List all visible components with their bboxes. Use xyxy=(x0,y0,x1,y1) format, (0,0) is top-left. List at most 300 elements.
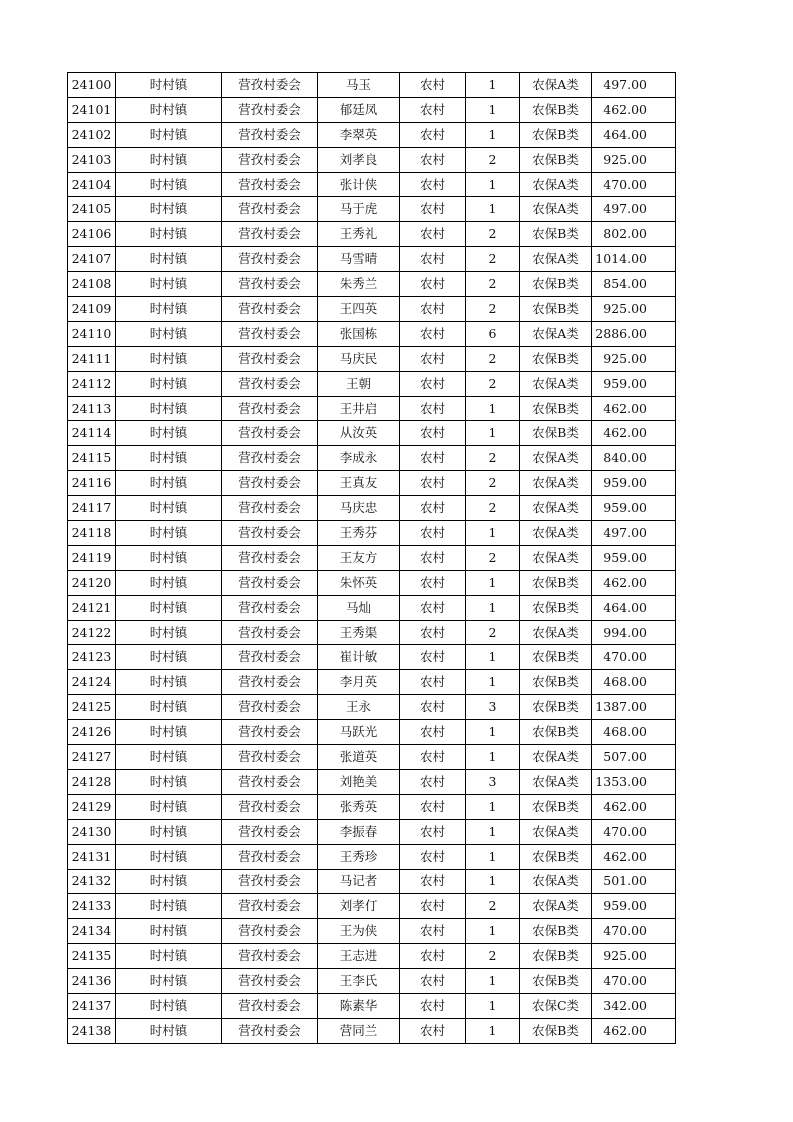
amount-cell: 802.00 xyxy=(592,222,676,247)
amount-cell: 497.00 xyxy=(592,197,676,222)
village-committee-cell: 营孜村委会 xyxy=(222,122,318,147)
amount-cell: 959.00 xyxy=(592,471,676,496)
residence-type-cell: 农村 xyxy=(400,346,466,371)
name-cell: 张道英 xyxy=(318,745,400,770)
residence-type-cell: 农村 xyxy=(400,794,466,819)
name-cell: 从汝英 xyxy=(318,421,400,446)
record-id-cell: 24119 xyxy=(68,545,116,570)
household-count-cell: 2 xyxy=(466,147,520,172)
record-id-cell: 24102 xyxy=(68,122,116,147)
town-cell: 时村镇 xyxy=(116,969,222,994)
town-cell: 时村镇 xyxy=(116,919,222,944)
household-count-cell: 3 xyxy=(466,769,520,794)
household-count-cell: 1 xyxy=(466,819,520,844)
record-id-cell: 24129 xyxy=(68,794,116,819)
record-id-cell: 24134 xyxy=(68,919,116,944)
amount-cell: 994.00 xyxy=(592,620,676,645)
amount-cell: 925.00 xyxy=(592,944,676,969)
household-count-cell: 1 xyxy=(466,794,520,819)
household-count-cell: 2 xyxy=(466,346,520,371)
insurance-category-cell: 农保B类 xyxy=(520,595,592,620)
amount-cell: 507.00 xyxy=(592,745,676,770)
town-cell: 时村镇 xyxy=(116,172,222,197)
table-body xyxy=(68,73,676,1044)
table-row xyxy=(68,944,676,969)
village-committee-cell: 营孜村委会 xyxy=(222,97,318,122)
insurance-category-cell: 农保B类 xyxy=(520,346,592,371)
table-row xyxy=(68,869,676,894)
town-cell: 时村镇 xyxy=(116,769,222,794)
record-id-cell: 24114 xyxy=(68,421,116,446)
village-committee-cell: 营孜村委会 xyxy=(222,819,318,844)
town-cell: 时村镇 xyxy=(116,396,222,421)
amount-cell: 501.00 xyxy=(592,869,676,894)
record-id-cell: 24118 xyxy=(68,521,116,546)
household-count-cell: 1 xyxy=(466,197,520,222)
name-cell: 王秀珍 xyxy=(318,844,400,869)
household-count-cell: 1 xyxy=(466,73,520,98)
household-count-cell: 1 xyxy=(466,919,520,944)
village-committee-cell: 营孜村委会 xyxy=(222,695,318,720)
insurance-category-cell: 农保A类 xyxy=(520,894,592,919)
town-cell: 时村镇 xyxy=(116,745,222,770)
table-row xyxy=(68,769,676,794)
insurance-category-cell: 农保B类 xyxy=(520,794,592,819)
town-cell: 时村镇 xyxy=(116,446,222,471)
household-count-cell: 2 xyxy=(466,371,520,396)
household-count-cell: 2 xyxy=(466,297,520,322)
town-cell: 时村镇 xyxy=(116,894,222,919)
household-count-cell: 1 xyxy=(466,97,520,122)
amount-cell: 468.00 xyxy=(592,670,676,695)
table-row xyxy=(68,346,676,371)
amount-cell: 462.00 xyxy=(592,794,676,819)
table-row xyxy=(68,297,676,322)
amount-cell: 462.00 xyxy=(592,570,676,595)
town-cell: 时村镇 xyxy=(116,247,222,272)
residence-type-cell: 农村 xyxy=(400,745,466,770)
table-row xyxy=(68,819,676,844)
record-id-cell: 24124 xyxy=(68,670,116,695)
household-count-cell: 2 xyxy=(466,894,520,919)
name-cell: 王友方 xyxy=(318,545,400,570)
residence-type-cell: 农村 xyxy=(400,521,466,546)
table-row xyxy=(68,645,676,670)
household-count-cell: 1 xyxy=(466,969,520,994)
residence-type-cell: 农村 xyxy=(400,670,466,695)
residence-type-cell: 农村 xyxy=(400,894,466,919)
household-count-cell: 2 xyxy=(466,272,520,297)
town-cell: 时村镇 xyxy=(116,97,222,122)
table-row xyxy=(68,496,676,521)
amount-cell: 1387.00 xyxy=(592,695,676,720)
village-committee-cell: 营孜村委会 xyxy=(222,769,318,794)
name-cell: 李翠英 xyxy=(318,122,400,147)
insurance-category-cell: 农保A类 xyxy=(520,769,592,794)
town-cell: 时村镇 xyxy=(116,73,222,98)
residence-type-cell: 农村 xyxy=(400,595,466,620)
amount-cell: 342.00 xyxy=(592,993,676,1018)
amount-cell: 464.00 xyxy=(592,595,676,620)
insurance-category-cell: 农保A类 xyxy=(520,172,592,197)
village-committee-cell: 营孜村委会 xyxy=(222,894,318,919)
insurance-category-cell: 农保B类 xyxy=(520,122,592,147)
town-cell: 时村镇 xyxy=(116,620,222,645)
table-row xyxy=(68,197,676,222)
residence-type-cell: 农村 xyxy=(400,421,466,446)
table-row xyxy=(68,794,676,819)
household-count-cell: 1 xyxy=(466,421,520,446)
village-committee-cell: 营孜村委会 xyxy=(222,421,318,446)
residence-type-cell: 农村 xyxy=(400,222,466,247)
amount-cell: 959.00 xyxy=(592,496,676,521)
residence-type-cell: 农村 xyxy=(400,446,466,471)
record-id-cell: 24101 xyxy=(68,97,116,122)
household-count-cell: 1 xyxy=(466,595,520,620)
table-row xyxy=(68,844,676,869)
name-cell: 张国栋 xyxy=(318,321,400,346)
insurance-category-cell: 农保A类 xyxy=(520,745,592,770)
name-cell: 王井启 xyxy=(318,396,400,421)
residence-type-cell: 农村 xyxy=(400,172,466,197)
town-cell: 时村镇 xyxy=(116,1018,222,1043)
town-cell: 时村镇 xyxy=(116,819,222,844)
insurance-category-cell: 农保B类 xyxy=(520,396,592,421)
residence-type-cell: 农村 xyxy=(400,471,466,496)
residence-type-cell: 农村 xyxy=(400,993,466,1018)
name-cell: 崔计敏 xyxy=(318,645,400,670)
name-cell: 王真友 xyxy=(318,471,400,496)
village-committee-cell: 营孜村委会 xyxy=(222,222,318,247)
amount-cell: 959.00 xyxy=(592,894,676,919)
insurance-category-cell: 农保A类 xyxy=(520,819,592,844)
village-committee-cell: 营孜村委会 xyxy=(222,919,318,944)
name-cell: 马跃光 xyxy=(318,720,400,745)
village-committee-cell: 营孜村委会 xyxy=(222,570,318,595)
record-id-cell: 24112 xyxy=(68,371,116,396)
record-id-cell: 24138 xyxy=(68,1018,116,1043)
village-committee-cell: 营孜村委会 xyxy=(222,645,318,670)
name-cell: 王为侠 xyxy=(318,919,400,944)
name-cell: 朱秀兰 xyxy=(318,272,400,297)
table-row xyxy=(68,272,676,297)
record-id-cell: 24125 xyxy=(68,695,116,720)
residence-type-cell: 农村 xyxy=(400,197,466,222)
household-count-cell: 1 xyxy=(466,396,520,421)
insurance-category-cell: 农保B类 xyxy=(520,844,592,869)
residence-type-cell: 农村 xyxy=(400,496,466,521)
amount-cell: 470.00 xyxy=(592,819,676,844)
village-committee-cell: 营孜村委会 xyxy=(222,346,318,371)
residence-type-cell: 农村 xyxy=(400,869,466,894)
record-id-cell: 24104 xyxy=(68,172,116,197)
amount-cell: 470.00 xyxy=(592,645,676,670)
village-committee-cell: 营孜村委会 xyxy=(222,172,318,197)
village-committee-cell: 营孜村委会 xyxy=(222,745,318,770)
residence-type-cell: 农村 xyxy=(400,819,466,844)
table-row xyxy=(68,620,676,645)
insurance-category-cell: 农保B类 xyxy=(520,421,592,446)
record-id-cell: 24133 xyxy=(68,894,116,919)
village-committee-cell: 营孜村委会 xyxy=(222,1018,318,1043)
amount-cell: 2886.00 xyxy=(592,321,676,346)
village-committee-cell: 营孜村委会 xyxy=(222,944,318,969)
town-cell: 时村镇 xyxy=(116,521,222,546)
insurance-category-cell: 农保B类 xyxy=(520,695,592,720)
insurance-category-cell: 农保B类 xyxy=(520,1018,592,1043)
table-row xyxy=(68,421,676,446)
village-committee-cell: 营孜村委会 xyxy=(222,969,318,994)
name-cell: 郁廷凤 xyxy=(318,97,400,122)
residence-type-cell: 农村 xyxy=(400,645,466,670)
household-count-cell: 1 xyxy=(466,993,520,1018)
name-cell: 王朝 xyxy=(318,371,400,396)
amount-cell: 470.00 xyxy=(592,919,676,944)
village-committee-cell: 营孜村委会 xyxy=(222,147,318,172)
amount-cell: 854.00 xyxy=(592,272,676,297)
table-row xyxy=(68,471,676,496)
residence-type-cell: 农村 xyxy=(400,720,466,745)
village-committee-cell: 营孜村委会 xyxy=(222,844,318,869)
name-cell: 营同兰 xyxy=(318,1018,400,1043)
table-row xyxy=(68,570,676,595)
amount-cell: 470.00 xyxy=(592,172,676,197)
record-id-cell: 24111 xyxy=(68,346,116,371)
table-row xyxy=(68,695,676,720)
town-cell: 时村镇 xyxy=(116,272,222,297)
name-cell: 王永 xyxy=(318,695,400,720)
amount-cell: 925.00 xyxy=(592,346,676,371)
name-cell: 王四英 xyxy=(318,297,400,322)
name-cell: 王秀渠 xyxy=(318,620,400,645)
town-cell: 时村镇 xyxy=(116,197,222,222)
residence-type-cell: 农村 xyxy=(400,570,466,595)
residence-type-cell: 农村 xyxy=(400,321,466,346)
residence-type-cell: 农村 xyxy=(400,545,466,570)
amount-cell: 1014.00 xyxy=(592,247,676,272)
insurance-category-cell: 农保A类 xyxy=(520,496,592,521)
household-count-cell: 1 xyxy=(466,745,520,770)
insurance-category-cell: 农保A类 xyxy=(520,545,592,570)
residence-type-cell: 农村 xyxy=(400,272,466,297)
table-row xyxy=(68,172,676,197)
name-cell: 李成永 xyxy=(318,446,400,471)
household-count-cell: 3 xyxy=(466,695,520,720)
name-cell: 刘孝仃 xyxy=(318,894,400,919)
town-cell: 时村镇 xyxy=(116,993,222,1018)
insurance-category-cell: 农保B类 xyxy=(520,969,592,994)
record-id-cell: 24115 xyxy=(68,446,116,471)
town-cell: 时村镇 xyxy=(116,645,222,670)
amount-cell: 497.00 xyxy=(592,73,676,98)
residence-type-cell: 农村 xyxy=(400,944,466,969)
village-committee-cell: 营孜村委会 xyxy=(222,720,318,745)
amount-cell: 468.00 xyxy=(592,720,676,745)
insurance-category-cell: 农保B类 xyxy=(520,645,592,670)
residence-type-cell: 农村 xyxy=(400,620,466,645)
village-committee-cell: 营孜村委会 xyxy=(222,545,318,570)
household-count-cell: 2 xyxy=(466,496,520,521)
insurance-category-cell: 农保B类 xyxy=(520,720,592,745)
amount-cell: 462.00 xyxy=(592,421,676,446)
name-cell: 李振春 xyxy=(318,819,400,844)
table-row xyxy=(68,545,676,570)
village-committee-cell: 营孜村委会 xyxy=(222,297,318,322)
table-row xyxy=(68,1018,676,1043)
town-cell: 时村镇 xyxy=(116,471,222,496)
town-cell: 时村镇 xyxy=(116,794,222,819)
village-committee-cell: 营孜村委会 xyxy=(222,471,318,496)
table-row xyxy=(68,73,676,98)
residence-type-cell: 农村 xyxy=(400,122,466,147)
insurance-category-cell: 农保B类 xyxy=(520,147,592,172)
record-id-cell: 24100 xyxy=(68,73,116,98)
insurance-category-cell: 农保A类 xyxy=(520,197,592,222)
table-row xyxy=(68,919,676,944)
village-committee-cell: 营孜村委会 xyxy=(222,396,318,421)
household-count-cell: 2 xyxy=(466,944,520,969)
name-cell: 马记者 xyxy=(318,869,400,894)
town-cell: 时村镇 xyxy=(116,869,222,894)
village-committee-cell: 营孜村委会 xyxy=(222,993,318,1018)
amount-cell: 462.00 xyxy=(592,844,676,869)
table-row xyxy=(68,122,676,147)
insurance-category-cell: 农保A类 xyxy=(520,869,592,894)
residence-type-cell: 农村 xyxy=(400,844,466,869)
household-count-cell: 1 xyxy=(466,172,520,197)
table-row xyxy=(68,720,676,745)
insurance-category-cell: 农保A类 xyxy=(520,371,592,396)
amount-cell: 470.00 xyxy=(592,969,676,994)
household-count-cell: 1 xyxy=(466,645,520,670)
town-cell: 时村镇 xyxy=(116,720,222,745)
record-id-cell: 24107 xyxy=(68,247,116,272)
residence-type-cell: 农村 xyxy=(400,147,466,172)
record-id-cell: 24120 xyxy=(68,570,116,595)
table-row xyxy=(68,446,676,471)
name-cell: 张秀英 xyxy=(318,794,400,819)
insurance-category-cell: 农保B类 xyxy=(520,944,592,969)
village-committee-cell: 营孜村委会 xyxy=(222,73,318,98)
town-cell: 时村镇 xyxy=(116,695,222,720)
insurance-category-cell: 农保B类 xyxy=(520,919,592,944)
residence-type-cell: 农村 xyxy=(400,97,466,122)
name-cell: 朱怀英 xyxy=(318,570,400,595)
amount-cell: 462.00 xyxy=(592,97,676,122)
amount-cell: 464.00 xyxy=(592,122,676,147)
table-row xyxy=(68,670,676,695)
town-cell: 时村镇 xyxy=(116,346,222,371)
town-cell: 时村镇 xyxy=(116,122,222,147)
name-cell: 马于虎 xyxy=(318,197,400,222)
village-committee-cell: 营孜村委会 xyxy=(222,869,318,894)
town-cell: 时村镇 xyxy=(116,670,222,695)
name-cell: 刘艳美 xyxy=(318,769,400,794)
village-committee-cell: 营孜村委会 xyxy=(222,670,318,695)
town-cell: 时村镇 xyxy=(116,496,222,521)
village-committee-cell: 营孜村委会 xyxy=(222,595,318,620)
village-committee-cell: 营孜村委会 xyxy=(222,794,318,819)
record-id-cell: 24117 xyxy=(68,496,116,521)
household-count-cell: 2 xyxy=(466,545,520,570)
town-cell: 时村镇 xyxy=(116,844,222,869)
record-id-cell: 24132 xyxy=(68,869,116,894)
household-count-cell: 6 xyxy=(466,321,520,346)
table-row xyxy=(68,595,676,620)
record-id-cell: 24128 xyxy=(68,769,116,794)
amount-cell: 497.00 xyxy=(592,521,676,546)
town-cell: 时村镇 xyxy=(116,222,222,247)
record-id-cell: 24106 xyxy=(68,222,116,247)
town-cell: 时村镇 xyxy=(116,421,222,446)
record-id-cell: 24110 xyxy=(68,321,116,346)
subsidy-table xyxy=(67,72,676,1044)
insurance-category-cell: 农保B类 xyxy=(520,97,592,122)
table-row xyxy=(68,222,676,247)
residence-type-cell: 农村 xyxy=(400,1018,466,1043)
residence-type-cell: 农村 xyxy=(400,769,466,794)
name-cell: 马庆忠 xyxy=(318,496,400,521)
record-id-cell: 24131 xyxy=(68,844,116,869)
name-cell: 李月英 xyxy=(318,670,400,695)
insurance-category-cell: 农保A类 xyxy=(520,620,592,645)
amount-cell: 959.00 xyxy=(592,545,676,570)
town-cell: 时村镇 xyxy=(116,944,222,969)
name-cell: 马玉 xyxy=(318,73,400,98)
village-committee-cell: 营孜村委会 xyxy=(222,521,318,546)
household-count-cell: 1 xyxy=(466,720,520,745)
household-count-cell: 1 xyxy=(466,570,520,595)
village-committee-cell: 营孜村委会 xyxy=(222,496,318,521)
table-row xyxy=(68,97,676,122)
household-count-cell: 1 xyxy=(466,122,520,147)
village-committee-cell: 营孜村委会 xyxy=(222,197,318,222)
amount-cell: 1353.00 xyxy=(592,769,676,794)
insurance-category-cell: 农保A类 xyxy=(520,521,592,546)
record-id-cell: 24130 xyxy=(68,819,116,844)
insurance-category-cell: 农保A类 xyxy=(520,471,592,496)
household-count-cell: 2 xyxy=(466,620,520,645)
record-id-cell: 24113 xyxy=(68,396,116,421)
insurance-category-cell: 农保B类 xyxy=(520,222,592,247)
table-row xyxy=(68,894,676,919)
name-cell: 王秀礼 xyxy=(318,222,400,247)
village-committee-cell: 营孜村委会 xyxy=(222,446,318,471)
town-cell: 时村镇 xyxy=(116,147,222,172)
name-cell: 刘孝良 xyxy=(318,147,400,172)
residence-type-cell: 农村 xyxy=(400,297,466,322)
town-cell: 时村镇 xyxy=(116,545,222,570)
insurance-category-cell: 农保B类 xyxy=(520,570,592,595)
household-count-cell: 1 xyxy=(466,869,520,894)
residence-type-cell: 农村 xyxy=(400,73,466,98)
town-cell: 时村镇 xyxy=(116,321,222,346)
insurance-category-cell: 农保C类 xyxy=(520,993,592,1018)
amount-cell: 925.00 xyxy=(592,297,676,322)
record-id-cell: 24103 xyxy=(68,147,116,172)
name-cell: 马庆民 xyxy=(318,346,400,371)
table-row xyxy=(68,745,676,770)
name-cell: 马灿 xyxy=(318,595,400,620)
residence-type-cell: 农村 xyxy=(400,396,466,421)
name-cell: 马雪晴 xyxy=(318,247,400,272)
record-id-cell: 24126 xyxy=(68,720,116,745)
record-id-cell: 24123 xyxy=(68,645,116,670)
household-count-cell: 1 xyxy=(466,1018,520,1043)
town-cell: 时村镇 xyxy=(116,570,222,595)
name-cell: 王志进 xyxy=(318,944,400,969)
record-id-cell: 24121 xyxy=(68,595,116,620)
